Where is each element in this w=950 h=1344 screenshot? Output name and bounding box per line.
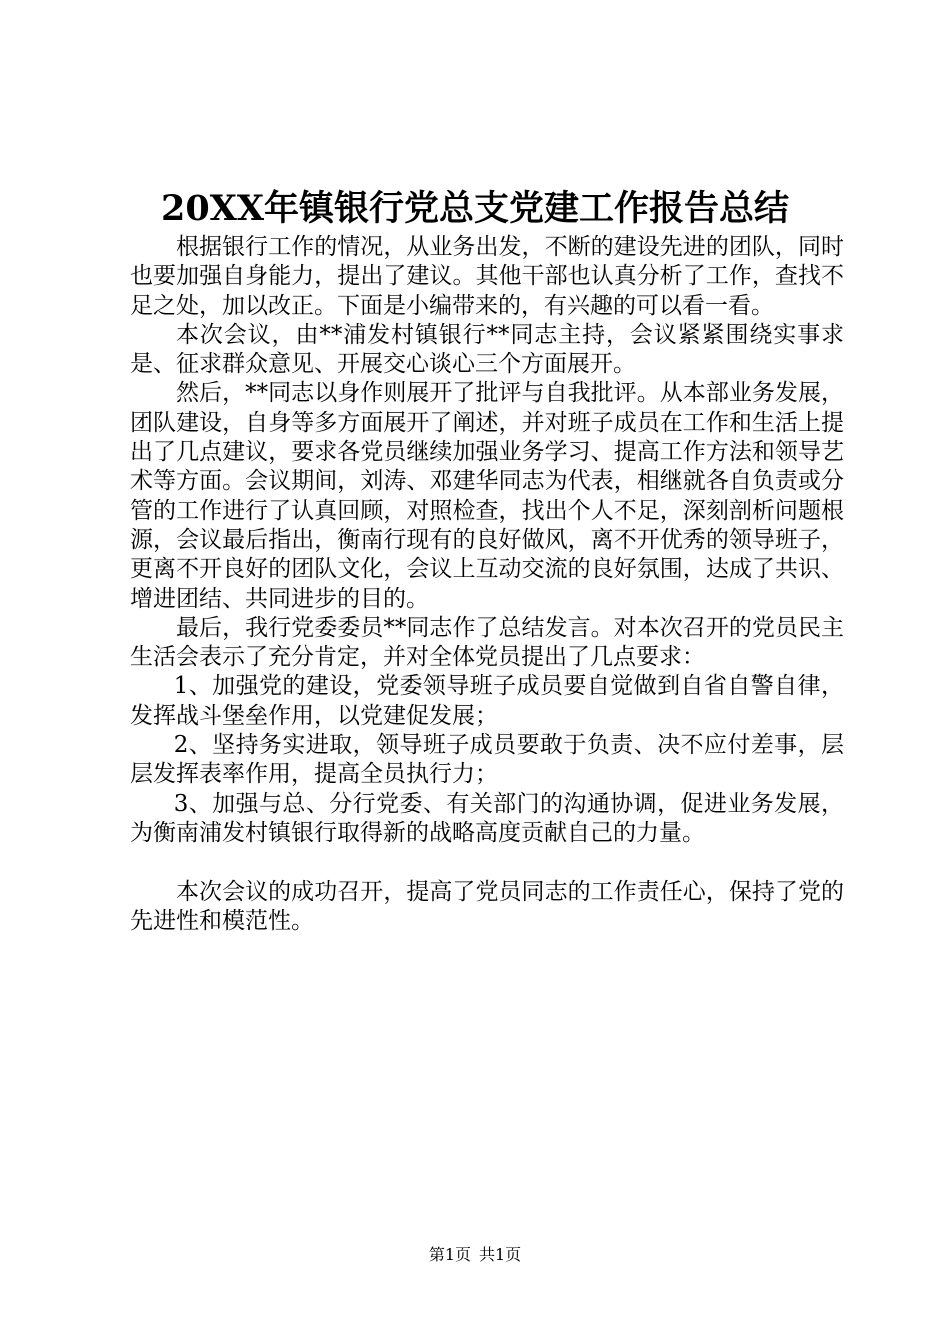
page-total: 共1页 — [479, 1245, 522, 1264]
paragraph-intro: 根据银行工作的情况，从业务出发，不断的建设先进的团队，同时也要加强自身能力，提出了建议。其他干部也认真分析了工作，查找不足之处，加以改正。下面是小编带来的，有兴趣的可以看一看。 — [130, 234, 844, 319]
paragraph-closing: 本次会议的成功召开，提高了党员同志的工作责任心，保持了党的先进性和模范性。 — [130, 878, 844, 934]
paragraph-gap — [130, 848, 844, 877]
paragraph-summary-speech: 最后，我行党委委员**同志作了总结发言。对本次召开的党员民主生活会表示了充分肯定，并对全体党员提出了几点要求： — [130, 614, 844, 671]
list-item-1: 1、加强党的建设，党委领导班子成员要自觉做到自省自警自律，发挥战斗堡垒作用，以党建促发展； — [130, 673, 844, 729]
list-item-2: 2、坚持务实进取，领导班子成员要敢于负责、决不应付差事，层层发挥表率作用，提高全员执行力； — [130, 732, 844, 788]
paragraph-criticism: 然后，**同志以身作则展开了批评与自我批评。从本部业务发展，团队建设，自身等多方面展开了阐述，并对班子成员在工作和生活上提出了几点建议，要求各党员继续加强业务学习、提高工作方法和领导艺术等方面。会议期间，刘涛、邓建华同志为代表，相继就各自负责或分管的工作进行了认真回顾，对照检查，找出个人不足，深刻剖析问题根源，会议最后指出，衡南行现有的良好做风，离不开优秀的领导班子，更离不开良好的团队文化，会议上互动交流的良好氛围，达成了共识、增进团结、共同进步的目的。 — [130, 380, 844, 612]
list-item-3: 3、加强与总、分行党委、有关部门的沟通协调，促进业务发展，为衡南浦发村镇银行取得新的战略高度贡献自己的力量。 — [130, 790, 844, 846]
page-number: 第1页 — [428, 1245, 471, 1264]
document-title: 20XX年镇银行党总支党建工作报告总结 — [160, 188, 790, 229]
document-body — [130, 233, 844, 936]
paragraph-meeting-host: 本次会议，由**浦发村镇银行**同志主持，会议紧紧围绕实事求是、征求群众意见、开展交心谈心三个方面展开。 — [130, 321, 844, 378]
page-footer — [0, 1244, 950, 1266]
